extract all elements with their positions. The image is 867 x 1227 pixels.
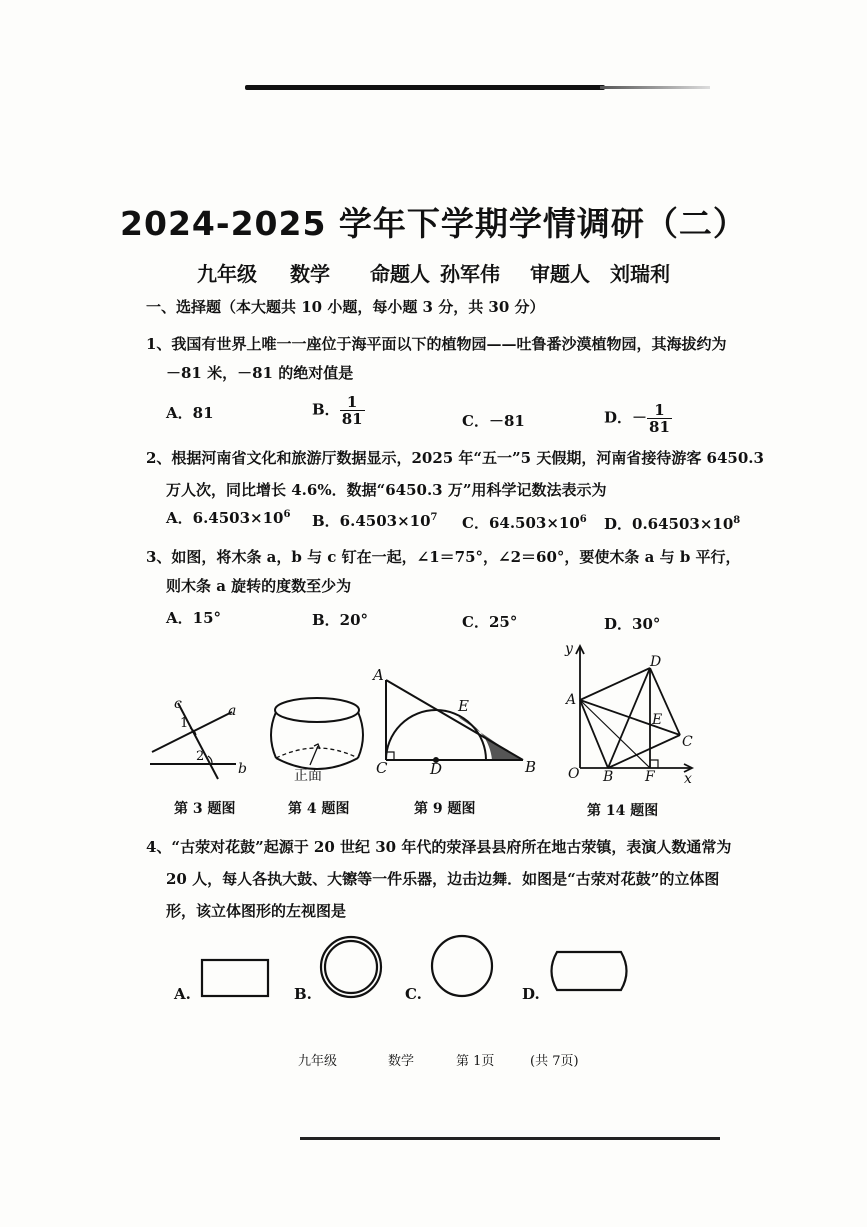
fig14-label-y: y [565, 641, 573, 657]
fig14-label-O: O [568, 766, 580, 782]
author-name: 孙军伟 [440, 262, 500, 286]
q4-option-d: D. [522, 985, 540, 1003]
q2-line1: 2、根据河南省文化和旅游厅数据显示，2025 年“五一”5 天假期，河南省接待游客 6450.3 [146, 449, 764, 467]
fig14-label-C: C [682, 734, 693, 750]
fig9-label-D: D [430, 760, 443, 778]
fig14-caption: 第 14 题图 [587, 803, 659, 819]
footer-subject: 数学 [388, 1054, 415, 1069]
fig4-label-front: 正面 [294, 768, 322, 784]
section-heading: 一、选择题（本大题共 10 小题，每小题 3 分，共 30 分） [146, 298, 545, 316]
q2-option-a: A．$6.4503\times 10^6$ [166, 509, 291, 527]
q4-line2: 20 人，每人各执大鼓、大镲等一件乐器，边击边舞．如图是“古荥对花鼓”的立体图 [166, 870, 720, 888]
footer-page: 第 1页 [456, 1054, 495, 1069]
q4-line3: 形，该立体图形的左视图是 [166, 902, 347, 920]
fig3-label-a: a [228, 703, 237, 719]
q2-line2: 万人次，同比增长 4.6%．数据“6450.3 万”用科学记数法表示为 [166, 481, 607, 499]
figure-q3 [150, 696, 247, 779]
q3-option-c: C．25° [462, 613, 518, 631]
q4-shape-b-outer [321, 937, 381, 997]
footer-grade: 九年级 [298, 1054, 338, 1069]
q4-shape-c-circle [432, 936, 492, 996]
fig14-label-D: D [650, 654, 662, 670]
footer-total: (共 7页) [530, 1054, 579, 1069]
q4-option-a: A. [174, 985, 191, 1003]
q3-option-b: B．20° [312, 611, 369, 629]
q4-option-c: C. [405, 985, 422, 1003]
q3-option-a: A．15° [166, 609, 222, 627]
scan-bottom-bar [300, 1137, 720, 1140]
page-title: 2024-2025 学年下学期学情调研（二） [120, 204, 747, 243]
q2-option-b: B．$6.4503\times 10^7$ [312, 512, 438, 530]
fig9-label-B: B [525, 758, 537, 776]
q1-option-a: A．81 [166, 404, 214, 422]
fig9-label-A: A [373, 666, 384, 684]
subject-label: 数学 [290, 262, 330, 286]
q2-option-c: C．$64.503\times 10^6$ [462, 514, 587, 532]
q3-line2: 则木条 a 旋转的度数至少为 [166, 577, 352, 595]
fig3-label-1: 1 [180, 716, 189, 731]
q4-shape-b-inner [325, 941, 377, 993]
q4-option-b: B. [294, 985, 312, 1003]
fig14-label-A: A [566, 692, 577, 708]
q1-line1: 1、我国有世界上唯一一座位于海平面以下的植物园——吐鲁番沙漠植物园，其海拔约为 [146, 335, 727, 353]
fig9-label-C: C [376, 759, 388, 777]
fig14-label-x: x [684, 771, 692, 787]
fig3-label-c: c [174, 696, 182, 712]
fig4-caption: 第 4 题图 [288, 801, 350, 817]
figure-q4 [271, 698, 363, 784]
fig3-label-b: b [238, 761, 247, 777]
reviewer-label: 审题人 [530, 262, 590, 286]
fig14-label-F: F [645, 769, 655, 785]
q3-line1: 3、如图，将木条 a，b 与 c 钉在一起，∠1＝75°，∠2＝60°，要使木条 a 与 b 平行， [146, 548, 741, 566]
q1-option-b: B． $\frac{1}{81}$ [312, 393, 363, 428]
fig9-label-E: E [458, 697, 469, 715]
fig3-caption: 第 3 题图 [174, 801, 236, 817]
q4-shape-a-rect [202, 960, 268, 996]
q1-option-c: C．－81 [462, 412, 525, 430]
figure-q9 [371, 666, 536, 778]
grade-label: 九年级 [197, 262, 257, 286]
q1-option-d: D．－ $\frac{1}{81}$ [604, 401, 670, 436]
q2-option-d: D．$0.64503\times 10^8$ [604, 515, 741, 533]
q4-line1: 4、“古荥对花鼓”起源于 20 世纪 30 年代的荥泽县县府所在地古荥镇，表演人数通常为 [146, 838, 732, 856]
reviewer-name: 刘瑞利 [610, 262, 670, 286]
q4-shape-d-barrel [552, 952, 627, 990]
author-label: 命题人 [370, 262, 430, 286]
fig3-label-2: 2 [196, 749, 205, 764]
fig14-label-E: E [652, 712, 663, 728]
fig14-label-B: B [603, 769, 614, 785]
fig9-caption: 第 9 题图 [414, 801, 476, 817]
q3-option-d: D．30° [604, 615, 661, 633]
figure-q14 [564, 641, 693, 787]
q1-line2: －81 米，－81 的绝对值是 [166, 364, 354, 382]
